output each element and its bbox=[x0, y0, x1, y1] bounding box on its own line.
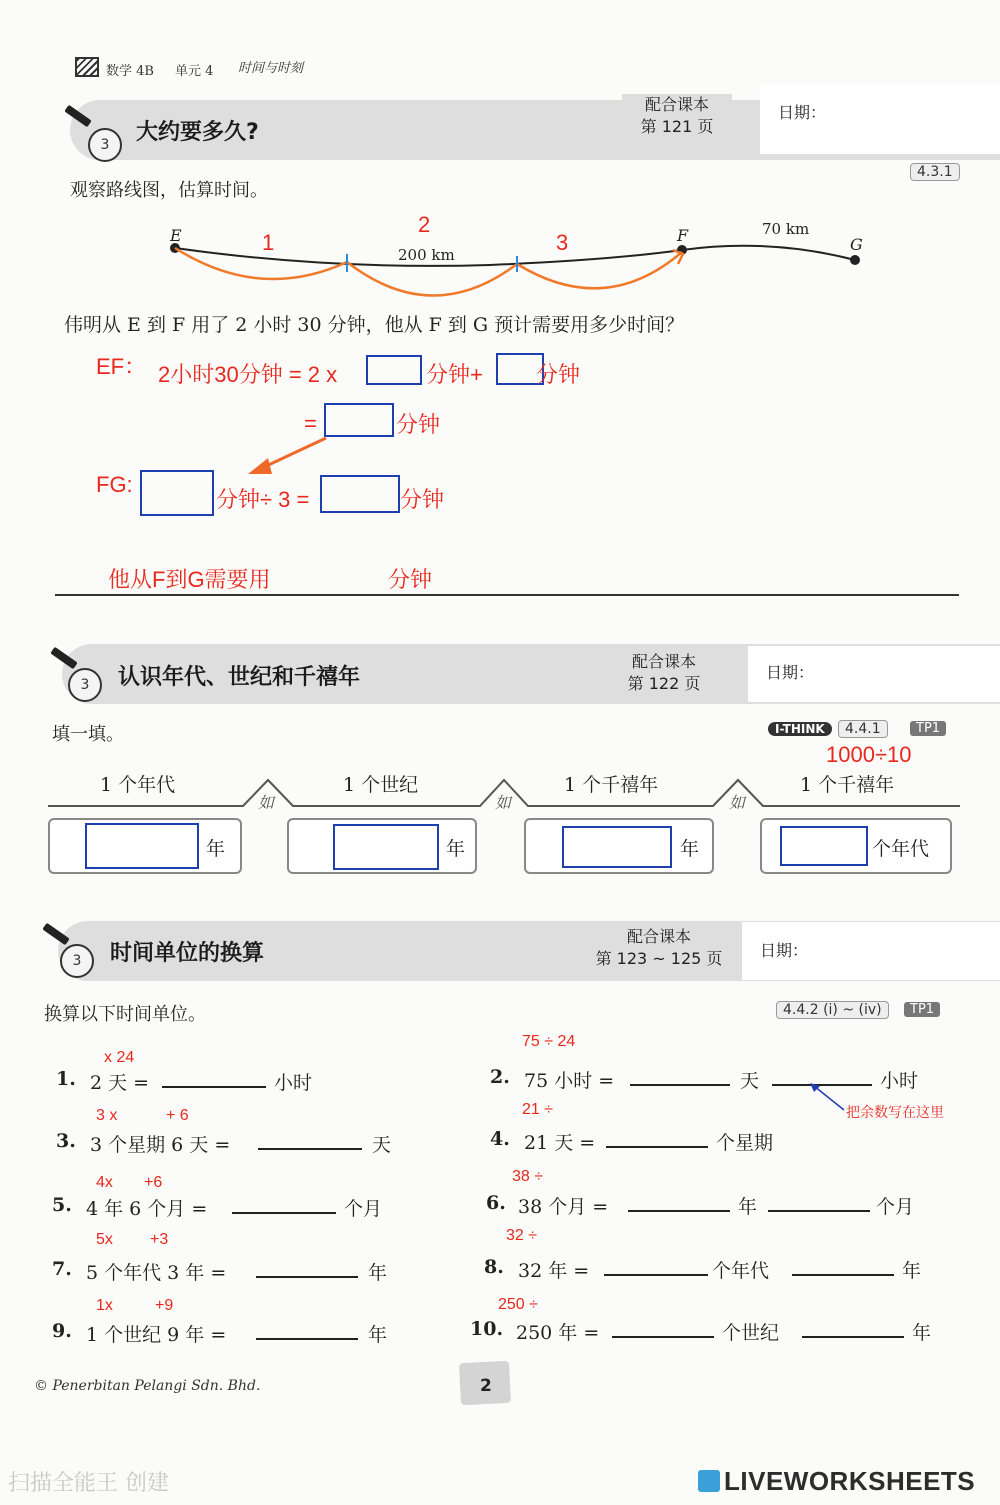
book-icon bbox=[75, 57, 99, 77]
q3-number: 3. bbox=[56, 1130, 76, 1152]
q5-question: 4 年 6 个月 = bbox=[86, 1198, 208, 1220]
q10-centuries-input[interactable] bbox=[612, 1336, 714, 1338]
ef-min-plus: 分钟+ bbox=[426, 362, 483, 387]
q6-unit-months: 个月 bbox=[876, 1196, 915, 1218]
millennium-years-input[interactable] bbox=[562, 826, 672, 868]
section3-date-label: 日期： bbox=[760, 941, 809, 960]
ef-equals: = bbox=[304, 411, 317, 436]
cell-label-millennium-decades: 1 个千禧年 bbox=[800, 774, 895, 796]
section2-title: 认识年代、世纪和千禧年 bbox=[118, 665, 361, 690]
q8-unit-decades: 个年代 bbox=[712, 1260, 770, 1282]
q7-number: 7. bbox=[52, 1258, 72, 1280]
q10-hint: 250 ÷ bbox=[498, 1296, 538, 1313]
unit-label: 单元 4 bbox=[175, 64, 214, 79]
section2-code: 4.4.1 bbox=[838, 720, 888, 738]
distance-ef: 200 km bbox=[398, 246, 455, 264]
label-g: G bbox=[850, 235, 863, 254]
q2-unit-hours: 小时 bbox=[880, 1070, 919, 1092]
q2-question: 75 小时 = bbox=[524, 1070, 615, 1092]
section2-circle-icon: 3 bbox=[68, 668, 102, 702]
q5-answer-input[interactable] bbox=[232, 1212, 336, 1214]
q6-months-input[interactable] bbox=[768, 1210, 870, 1212]
century-years-input[interactable] bbox=[333, 824, 439, 870]
liveworksheets-logo-icon bbox=[698, 1470, 720, 1492]
section1-date-label: 日期： bbox=[778, 103, 827, 122]
q10-unit-centuries: 个世纪 bbox=[722, 1322, 780, 1344]
q5-unit: 个月 bbox=[344, 1198, 383, 1220]
section1-circle-icon: 3 bbox=[88, 128, 122, 162]
section1-ref bbox=[622, 94, 732, 146]
ithink-badge: I-THINK bbox=[768, 722, 832, 736]
q1-answer-input[interactable] bbox=[162, 1086, 266, 1088]
q2-days-input[interactable] bbox=[630, 1084, 730, 1086]
q9-hint-b: +9 bbox=[155, 1297, 174, 1314]
liveworksheets-watermark: LIVEWORKSHEETS bbox=[724, 1466, 976, 1496]
section1-ref-line1: 配合课本 bbox=[644, 95, 709, 114]
q2-unit-days: 天 bbox=[740, 1070, 760, 1092]
ef-total-unit: 分钟 bbox=[396, 412, 441, 437]
century-unit: 年 bbox=[446, 838, 466, 860]
fg-label: FG: bbox=[96, 472, 133, 497]
section2-tp: TP1 bbox=[910, 721, 946, 736]
ru-1: 如 bbox=[258, 793, 275, 812]
section2-ref bbox=[606, 651, 722, 701]
q4-unit: 个星期 bbox=[716, 1132, 774, 1154]
q8-years-input[interactable] bbox=[792, 1274, 894, 1276]
q6-number: 6. bbox=[486, 1192, 506, 1214]
q2-number: 2. bbox=[490, 1066, 510, 1088]
section3-ref-line1: 配合课本 bbox=[626, 927, 691, 946]
q1-question: 2 天 = bbox=[90, 1072, 150, 1094]
q6-hint: 38 ÷ bbox=[512, 1168, 544, 1185]
millennium-unit: 年 bbox=[680, 838, 700, 860]
q1-unit: 小时 bbox=[274, 1072, 313, 1094]
point-g bbox=[850, 255, 860, 265]
ef-hours-input[interactable] bbox=[366, 355, 422, 385]
millennium-decades-unit: 个年代 bbox=[872, 838, 930, 860]
q6-years-input[interactable] bbox=[628, 1210, 730, 1212]
segment-label-2: 2 bbox=[418, 212, 431, 237]
q4-answer-input[interactable] bbox=[606, 1146, 708, 1148]
route-line bbox=[175, 246, 855, 266]
section3-instruction: 换算以下时间单位。 bbox=[44, 1004, 206, 1025]
q9-number: 9. bbox=[52, 1320, 72, 1342]
q3-question: 3 个星期 6 天 = bbox=[90, 1134, 231, 1156]
q7-answer-input[interactable] bbox=[256, 1276, 358, 1278]
decade-years-input[interactable] bbox=[85, 823, 199, 869]
q6-unit-years: 年 bbox=[738, 1196, 758, 1218]
q3-hint-b: + 6 bbox=[166, 1107, 189, 1124]
q8-decades-input[interactable] bbox=[604, 1274, 708, 1276]
fg-result-unit: 分钟 bbox=[400, 487, 445, 512]
millennium-decades-input[interactable] bbox=[780, 826, 868, 866]
q10-number: 10. bbox=[470, 1318, 504, 1340]
q5-hint-a: 4x bbox=[96, 1174, 113, 1191]
section2-ref-line1: 配合课本 bbox=[631, 652, 696, 671]
q3-hint-a: 3 x bbox=[96, 1107, 118, 1124]
section3-circle-icon: 3 bbox=[60, 944, 94, 978]
section2-date-field[interactable] bbox=[748, 646, 1000, 702]
cell-label-decade: 1 个年代 bbox=[100, 774, 176, 796]
q9-answer-input[interactable] bbox=[256, 1338, 358, 1340]
remainder-note: 把余数写在这里 bbox=[846, 1104, 944, 1120]
cell-label-millennium: 1 个千禧年 bbox=[564, 774, 659, 796]
q9-question: 1 个世纪 9 年 = bbox=[86, 1324, 227, 1346]
remainder-arrow bbox=[808, 1082, 848, 1114]
label-e: E bbox=[170, 226, 182, 245]
q1-hint: x 24 bbox=[104, 1049, 135, 1066]
q8-question: 32 年 = bbox=[518, 1260, 590, 1282]
answer-unit: 分钟 bbox=[388, 567, 433, 592]
subject-label: 数学 4B bbox=[106, 64, 154, 79]
cell-label-century: 1 个世纪 bbox=[343, 774, 419, 796]
section3-date-field[interactable] bbox=[742, 922, 1000, 980]
q4-question: 21 天 = bbox=[524, 1132, 596, 1154]
q4-number: 4. bbox=[490, 1128, 510, 1150]
section3-ref bbox=[580, 926, 738, 976]
q10-unit-years: 年 bbox=[912, 1322, 932, 1344]
section2-date-label: 日期： bbox=[766, 663, 815, 682]
section2-hint: 1000÷10 bbox=[826, 742, 912, 767]
q5-hint-b: +6 bbox=[144, 1174, 163, 1191]
q10-years-input[interactable] bbox=[802, 1336, 904, 1338]
section3-ref-line2: 第 123 ~ 125 页 bbox=[595, 949, 723, 968]
scanner-watermark: 扫描全能王 创建 bbox=[8, 1471, 169, 1496]
section1-date-field[interactable] bbox=[760, 84, 1000, 154]
q4-hint: 21 ÷ bbox=[522, 1101, 554, 1118]
q8-hint: 32 ÷ bbox=[506, 1227, 538, 1244]
segment-label-3: 3 bbox=[556, 230, 569, 255]
q3-answer-input[interactable] bbox=[258, 1148, 362, 1150]
ef-min-label: 分钟 bbox=[536, 362, 581, 387]
publisher-credit: © Penerbitan Pelangi Sdn. Bhd. bbox=[34, 1378, 261, 1394]
distance-fg: 70 km bbox=[762, 220, 810, 238]
fg-total-input[interactable] bbox=[140, 470, 214, 516]
section3-tp: TP1 bbox=[904, 1002, 940, 1017]
label-f: F bbox=[677, 226, 689, 245]
q3-unit: 天 bbox=[372, 1134, 392, 1156]
topic-label: 时间与时刻 bbox=[238, 61, 304, 76]
section2-ref-line2: 第 122 页 bbox=[627, 674, 701, 693]
page-number: 2 bbox=[480, 1376, 492, 1396]
section3-code: 4.4.2 (i) ~ (iv) bbox=[776, 1001, 889, 1019]
ru-3: 如 bbox=[729, 793, 746, 812]
decade-unit: 年 bbox=[206, 838, 226, 860]
arc-3 bbox=[517, 252, 682, 288]
section1-code: 4.3.1 bbox=[910, 163, 960, 181]
q7-unit: 年 bbox=[368, 1262, 388, 1284]
answer-prefix: 他从F到G需要用 bbox=[108, 567, 271, 592]
fg-result-input[interactable] bbox=[320, 475, 400, 513]
q6-question: 38 个月 = bbox=[518, 1196, 609, 1218]
fg-divide: 分钟÷ 3 = bbox=[216, 487, 310, 512]
ru-2: 如 bbox=[495, 793, 512, 812]
q2-hint: 75 ÷ 24 bbox=[522, 1033, 576, 1050]
q10-question: 250 年 = bbox=[516, 1322, 600, 1344]
q1-number: 1. bbox=[56, 1068, 76, 1090]
segment-label-1: 1 bbox=[262, 230, 275, 255]
arc-2 bbox=[347, 262, 517, 296]
section1-question: 伟明从 E 到 F 用了 2 小时 30 分钟，他从 F 到 G 预计需要用多少时间？ bbox=[64, 314, 685, 336]
q8-number: 8. bbox=[484, 1256, 504, 1278]
q9-unit: 年 bbox=[368, 1324, 388, 1346]
q7-hint-b: +3 bbox=[150, 1231, 169, 1248]
q5-number: 5. bbox=[52, 1194, 72, 1216]
ef-label: EF： bbox=[96, 354, 147, 379]
q7-question: 5 个年代 3 年 = bbox=[86, 1262, 227, 1284]
q7-hint-a: 5x bbox=[96, 1231, 113, 1248]
section1-instruction: 观察路线图，估算时间。 bbox=[70, 180, 268, 201]
section1-ref-line2: 第 121 页 bbox=[640, 117, 714, 136]
q9-hint-a: 1x bbox=[96, 1297, 113, 1314]
section2-instruction: 填一填。 bbox=[52, 724, 124, 745]
section3-title: 时间单位的换算 bbox=[110, 941, 265, 966]
ef-expression: 2小时30分钟 = 2 x bbox=[158, 362, 338, 387]
section1-title: 大约要多久? bbox=[136, 120, 259, 145]
answer-line bbox=[55, 594, 959, 596]
q8-unit-years: 年 bbox=[902, 1260, 922, 1282]
